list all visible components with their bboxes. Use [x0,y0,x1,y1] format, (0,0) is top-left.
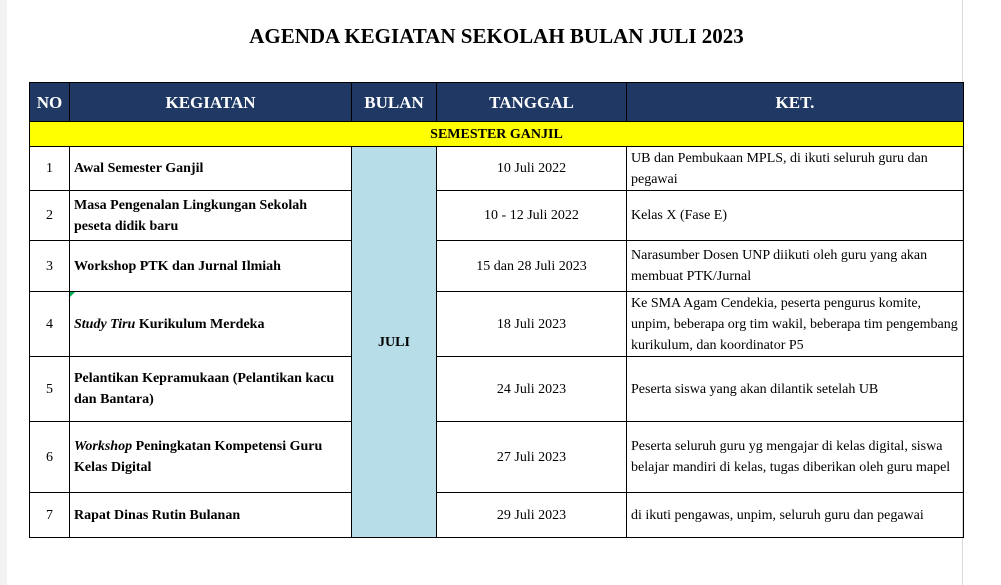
cell-kegiatan[interactable] [70,191,352,241]
table-row [30,241,964,292]
header-bulan[interactable]: BULAN [352,83,437,122]
cell-kegiatan[interactable] [70,292,352,357]
table-row [30,191,964,241]
cell-ket[interactable]: Narasumber Dosen UNP diikuti oleh guru yang akan membuat PTK/Jurnal [627,241,964,292]
cell-tanggal[interactable]: 29 Juli 2023 [437,493,627,538]
cell-comment-marker [70,292,75,297]
cell-tanggal[interactable]: 24 Juli 2023 [437,357,627,422]
cell-ket[interactable]: di ikuti pengawas, unpim, seluruh guru dan pegawai [627,493,964,538]
agenda-table [29,82,964,538]
cell-tanggal[interactable]: 27 Juli 2023 [437,422,627,493]
cell-no[interactable]: 6 [30,422,70,493]
cell-ket[interactable]: Ke SMA Agam Cendekia, peserta pengurus komite, unpim, beberapa org tim wakil, beberapa tim pengembang kurikulum, dan koordinator P5 [627,292,964,357]
kegiatan-italic: Study Tiru [74,316,136,332]
kegiatan-text: Kurikulum Merdeka [135,316,265,332]
cell-no[interactable]: 5 [30,357,70,422]
cell-tanggal[interactable]: 10 Juli 2022 [437,147,627,191]
header-row [30,83,964,122]
cell-ket[interactable]: Kelas X (Fase E) [627,191,964,241]
cell-kegiatan[interactable] [70,422,352,493]
sheet-left-margin [0,0,7,585]
header-tanggal[interactable]: TANGGAL [437,83,627,122]
header-kegiatan[interactable]: KEGIATAN [70,83,352,122]
kegiatan-text: Pelantikan Kepramukaan (Pelantikan kacu dan Bantara) [74,371,335,407]
table-row [30,493,964,538]
cell-tanggal[interactable]: 10 - 12 Juli 2022 [437,191,627,241]
cell-no[interactable]: 3 [30,241,70,292]
kegiatan-text: Awal Semester Ganjil [74,161,204,176]
kegiatan-text: Peningkatan Kompetensi Guru Kelas Digital [74,439,323,475]
cell-bulan[interactable]: JULI [352,147,437,538]
cell-kegiatan[interactable] [70,357,352,422]
table-row [30,147,964,191]
kegiatan-text: Rapat Dinas Rutin Bulanan [74,507,241,523]
table-row [30,292,964,357]
cell-ket[interactable]: Peserta seluruh guru yg mengajar di kelas digital, siswa belajar mandiri di kelas, tugas diberikan oleh guru mapel [627,422,964,493]
cell-ket[interactable]: UB dan Pembukaan MPLS, di ikuti seluruh guru dan pegawai [627,147,964,191]
kegiatan-text: Masa Pengenalan Lingkungan Sekolah peseta didik baru [74,197,308,234]
cell-no[interactable]: 1 [30,147,70,191]
cell-tanggal[interactable]: 18 Juli 2023 [437,292,627,357]
cell-kegiatan[interactable] [70,147,352,191]
cell-kegiatan[interactable] [70,493,352,538]
semester-row [30,122,964,147]
semester-label[interactable]: SEMESTER GANJIL [30,122,964,147]
cell-ket[interactable]: Peserta siswa yang akan dilantik setelah UB [627,357,964,422]
cell-kegiatan[interactable] [70,241,352,292]
header-no[interactable]: NO [30,83,70,122]
cell-no[interactable]: 2 [30,191,70,241]
kegiatan-text: Workshop PTK dan Jurnal Ilmiah [74,258,281,274]
table-row [30,422,964,493]
table-row [30,357,964,422]
kegiatan-italic: Workshop [74,439,133,454]
page-title: AGENDA KEGIATAN SEKOLAH BULAN JULI 2023 [249,24,744,48]
cell-no[interactable]: 7 [30,493,70,538]
cell-no[interactable]: 4 [30,292,70,357]
cell-tanggal[interactable]: 15 dan 28 Juli 2023 [437,241,627,292]
header-ket[interactable]: KET. [627,83,964,122]
